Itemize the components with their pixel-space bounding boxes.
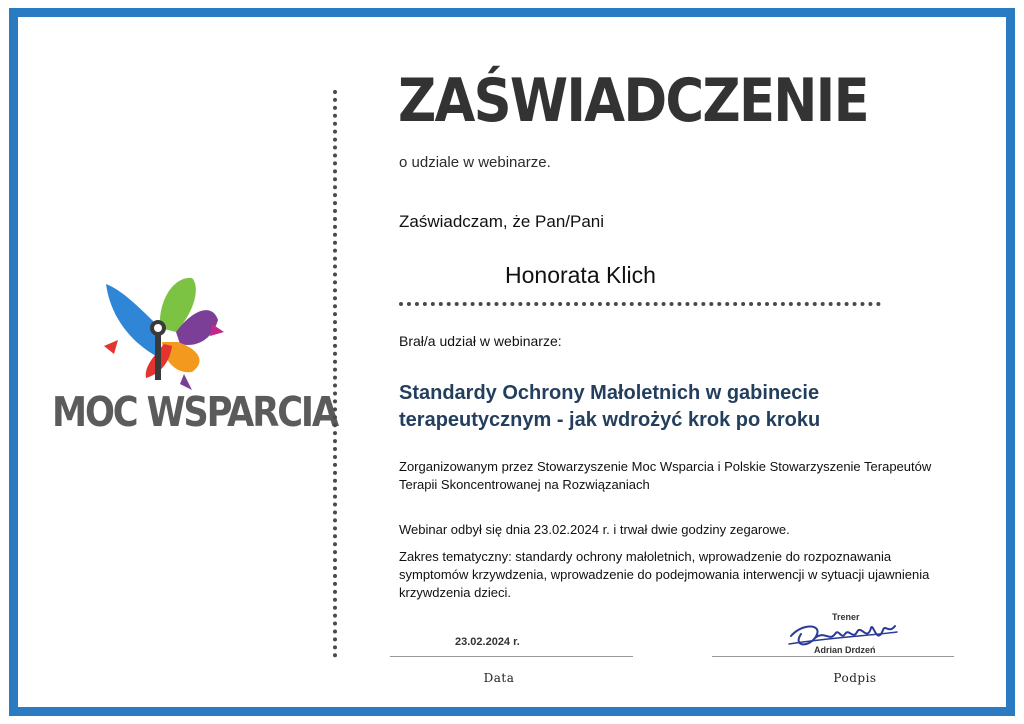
- name-dotted-line: [399, 302, 881, 306]
- signature-label: Podpis: [833, 671, 877, 685]
- organizer-text: Zorganizowanym przez Stowarzyszenie Moc Wsparcia i Polskie Stowarzyszenie Terapeutów Terapii Skoncentrowanej na Rozwiązaniach: [399, 459, 932, 492]
- certificate-subtitle: o udziale w webinarze.: [399, 154, 551, 171]
- brand-name: MOC WSPARCIA: [52, 388, 338, 436]
- webinar-title: Standardy Ochrony Małoletnich w gabinecie terapeutycznym - jak wdrożyć krok po kroku: [399, 382, 821, 431]
- issue-date: 23.02.2024 r.: [455, 636, 520, 648]
- date-label: Data: [483, 671, 515, 685]
- signature-line: [712, 656, 954, 657]
- pinwheel-logo-icon: [100, 270, 230, 390]
- date-line: [390, 656, 633, 657]
- vertical-dotted-divider: [333, 90, 337, 658]
- webinar-date-info: Webinar odbył się dnia 23.02.2024 r. i trwał dwie godziny zegarowe.: [399, 522, 790, 537]
- attestation-lead: Zaświadczam, że Pan/Pani: [399, 212, 605, 231]
- trainer-name: Adrian Drdzeń: [814, 645, 876, 655]
- thematic-scope: Zakres tematyczny: standardy ochrony małoletnich, wprowadzenie do rozpoznawania symptomów krzywdzenia, wprowadzenie do podejmowania interwencji w sytuacji ujawnienia krzywdzenia dzieci.: [399, 549, 930, 600]
- participant-name: Honorata Klich: [505, 262, 656, 288]
- took-part-text: Brał/a udział w webinarze:: [399, 333, 562, 349]
- trainer-role: Trener: [832, 612, 860, 622]
- certificate-title: ZAŚWIADCZENIE: [398, 66, 868, 136]
